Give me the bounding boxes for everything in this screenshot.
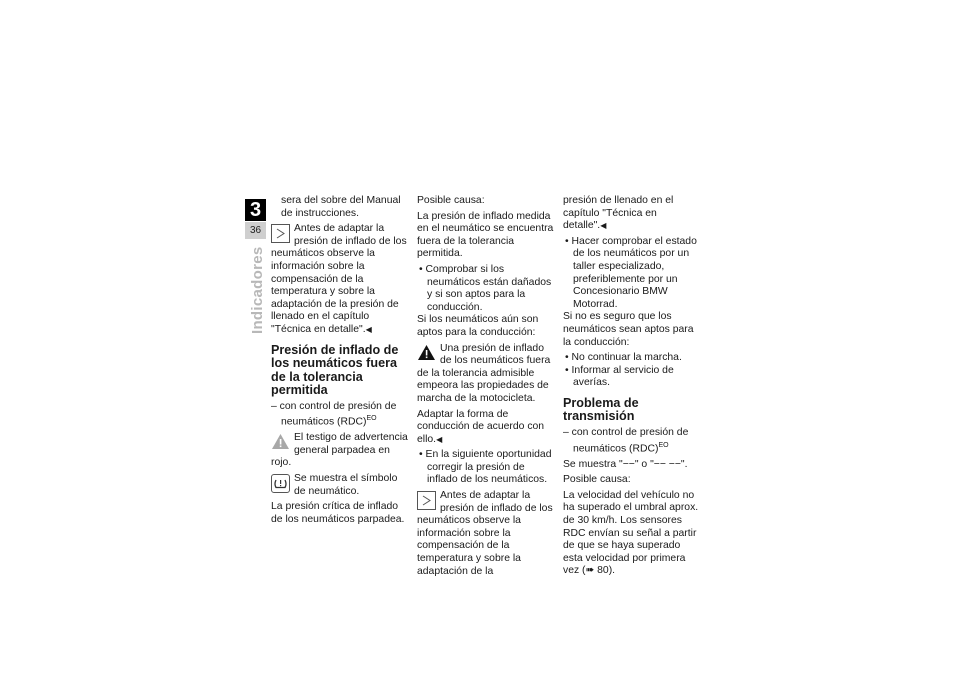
tire-text: Se muestra el símbolo de neumático. bbox=[294, 472, 398, 497]
paragraph: Posible causa: bbox=[417, 195, 485, 206]
tire-pressure-icon bbox=[271, 474, 290, 493]
paragraph: Si no es seguro que los neumáticos sean aptos para la conducción: bbox=[563, 311, 694, 348]
column-3 bbox=[563, 195, 701, 581]
page-reference[interactable]: 80 bbox=[597, 565, 609, 577]
danger-warning-icon bbox=[417, 344, 436, 361]
paragraph: Si los neumáticos aún son aptos para la conducción: bbox=[417, 314, 539, 338]
dash-item: – con control de presión de neumáticos (RDC)$^{EO}$ bbox=[563, 426, 689, 454]
note-triangle-icon bbox=[271, 224, 290, 243]
paragraph: Adaptar la forma de conducción de acuerdo con ello.◀ bbox=[417, 408, 545, 445]
paragraph: Posible causa: bbox=[563, 474, 631, 486]
paragraph: presión de llenado en el capítulo "Técnica en detalle".◀ bbox=[563, 195, 674, 232]
chapter-number: 3 bbox=[245, 199, 266, 221]
general-warning-icon bbox=[271, 433, 290, 450]
dash-item: – con control de presión de neumáticos (RDC)$^{EO}$ bbox=[271, 400, 397, 428]
note-block bbox=[417, 490, 555, 578]
section-heading: Problema de transmisión bbox=[563, 395, 639, 424]
bullet-item: • En la siguiente oportunidad corregir la presión de inflado de los neumáticos. bbox=[419, 449, 552, 486]
end-mark-icon: ◀ bbox=[600, 221, 607, 231]
tire-block bbox=[271, 473, 409, 498]
paragraph: La presión de inflado medida en el neumático se encuentra fuera de la tolerancia permitida. bbox=[417, 210, 554, 260]
bullet-item: • Informar al servicio de averías. bbox=[565, 364, 674, 389]
column-2 bbox=[417, 195, 555, 581]
paragraph: La velocidad del vehículo no ha superado el umbral aprox. de 30 km/h. Los sensores RDC envían su señal a partir de que se haya superado esta velocidad por primera vez (➠ 80). bbox=[563, 489, 699, 577]
note-text: Antes de adaptar la presión de inflado de los neumáticos observe la información sobre la compensación de la temperatura y sobre la adaptación de la bbox=[417, 490, 553, 577]
end-mark-icon: ◀ bbox=[365, 324, 372, 334]
bullet-item: • No continuar la marcha. bbox=[565, 352, 682, 364]
column-1 bbox=[271, 195, 409, 529]
end-mark-icon: ◀ bbox=[436, 434, 443, 444]
note-block bbox=[271, 223, 409, 336]
side-label: Indicadores bbox=[249, 246, 266, 334]
page-number: 36 bbox=[245, 222, 266, 239]
danger-block bbox=[417, 343, 555, 406]
bullet-item: • Comprobar si los neumáticos están dañados y si son aptos para la conducción. bbox=[419, 263, 552, 313]
note-text: Antes de adaptar la presión de inflado de los neumáticos observe la información sobre la compensación de la temperatura y sobre la adaptación de la presión de llenado en el capítulo "Técnica en detalle". bbox=[271, 223, 407, 335]
note-triangle-icon bbox=[417, 491, 436, 510]
warning-text: El testigo de advertencia general parpadea en rojo. bbox=[271, 432, 408, 469]
danger-text: Una presión de inflado de los neumáticos fuera de la tolerancia admisible empeora las propiedades de marcha de la motocicleta. bbox=[417, 342, 551, 404]
warning-block bbox=[271, 432, 409, 470]
paragraph: Se muestra "−−" o "−− −−". bbox=[563, 458, 688, 470]
bullet-item: • Hacer comprobar el estado de los neumáticos por un taller especializado, preferiblemente por un Concesionario BMW Motorrad. bbox=[565, 235, 697, 310]
paragraph: La presión crítica de inflado de los neumáticos parpadea. bbox=[271, 501, 405, 525]
section-heading: Presión de inflado de los neumáticos fuera de la tolerancia permitida bbox=[271, 342, 399, 398]
paragraph: sera del sobre del Manual de instrucciones. bbox=[281, 195, 401, 219]
page-ref-arrow-icon: ➠ bbox=[585, 565, 595, 577]
